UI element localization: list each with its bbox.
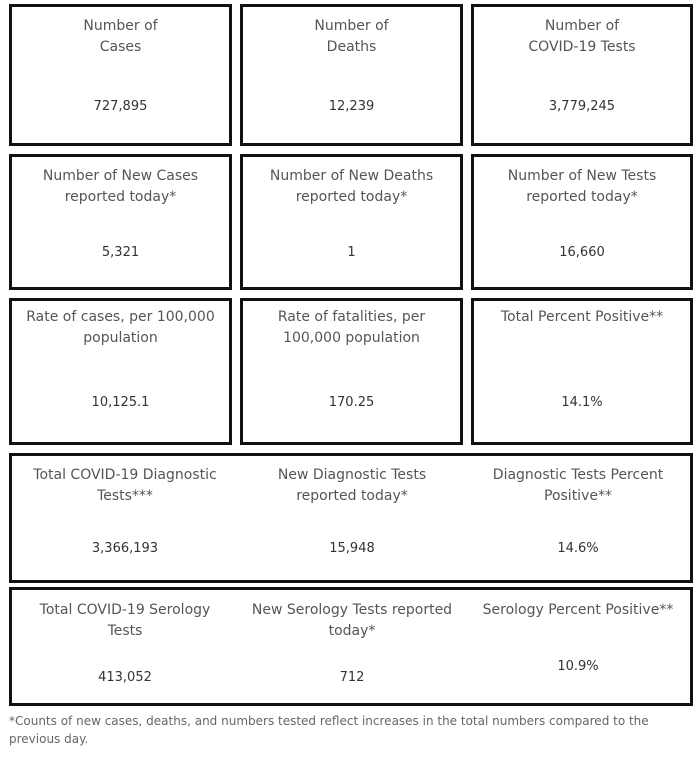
footnote: *Counts of new cases, deaths, and numbers tested reflect increases in the total numbers compared to the previous day.	[9, 714, 649, 746]
card-label: Total Percent Positive**	[500, 309, 664, 325]
card-value: 1	[347, 245, 356, 260]
diagnostic-percent-cell	[466, 456, 690, 580]
card-serology-tests	[9, 587, 693, 706]
card-value: 16,660	[559, 245, 605, 260]
card-label: Rate of cases, per 100,000 population	[26, 309, 215, 346]
card-value: 712	[339, 670, 365, 685]
card-rate-of-cases	[9, 298, 232, 445]
card-number-of-deaths	[240, 4, 463, 146]
card-value: 14.6%	[557, 541, 599, 556]
serology-percent-cell	[466, 590, 690, 703]
card-new-deaths	[240, 154, 463, 290]
card-value: 10,125.1	[91, 395, 150, 410]
card-label: Number of New Tests reported today*	[507, 168, 657, 205]
card-value: 3,779,245	[548, 99, 616, 114]
card-label: Number of Deaths	[314, 18, 389, 55]
diagnostic-new-cell	[238, 456, 466, 580]
card-total-percent-positive	[471, 298, 693, 445]
card-number-of-tests	[471, 4, 693, 146]
serology-total-cell	[12, 590, 238, 703]
card-value: 3,366,193	[91, 541, 159, 556]
card-value: 413,052	[98, 670, 152, 685]
card-label: Number of New Deaths reported today*	[269, 168, 434, 205]
card-label: Total COVID-19 Diagnostic Tests***	[33, 467, 217, 504]
card-new-tests	[471, 154, 693, 290]
card-label: Diagnostic Tests Percent Positive**	[492, 467, 664, 504]
card-value: 727,895	[93, 99, 148, 114]
card-value: 12,239	[328, 99, 375, 114]
card-value: 10.9%	[557, 659, 599, 674]
card-value: 14.1%	[561, 395, 603, 410]
card-label: Total COVID-19 Serology Tests	[39, 602, 211, 639]
card-value: 170.25	[328, 395, 375, 410]
card-label: Number of COVID-19 Tests	[528, 18, 636, 55]
card-number-of-cases	[9, 4, 232, 146]
diagnostic-total-cell	[12, 456, 238, 580]
card-value: 15,948	[329, 541, 375, 556]
card-label: New Diagnostic Tests reported today*	[277, 467, 427, 504]
card-label: Number of New Cases reported today*	[42, 168, 199, 205]
card-label: Serology Percent Positive**	[482, 602, 674, 618]
card-value: 5,321	[101, 245, 140, 260]
card-diagnostic-tests	[9, 453, 693, 583]
card-label: Number of Cases	[83, 18, 158, 55]
card-new-cases	[9, 154, 232, 290]
serology-new-cell	[238, 590, 466, 703]
card-rate-of-fatalities	[240, 298, 463, 445]
card-label: New Serology Tests reported today*	[251, 602, 453, 639]
card-label: Rate of fatalities, per 100,000 population	[277, 309, 426, 346]
